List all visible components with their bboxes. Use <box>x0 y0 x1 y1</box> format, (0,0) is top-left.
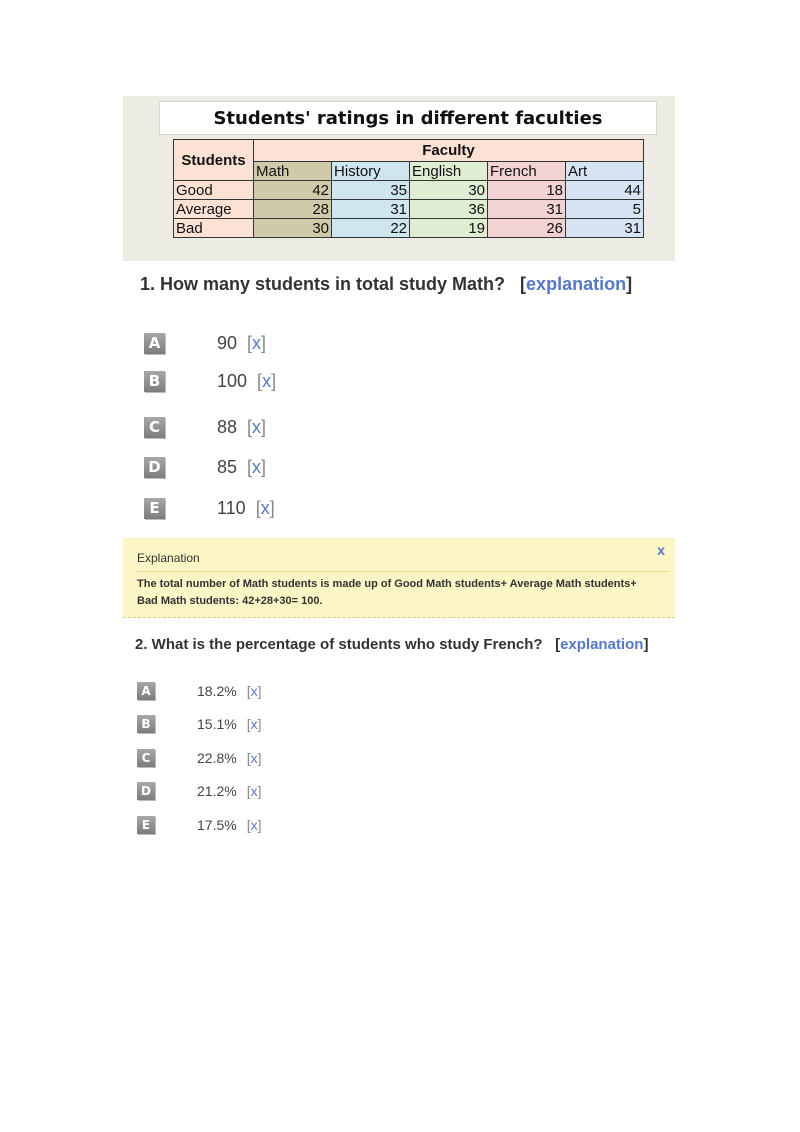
table-cell: 28 <box>254 200 332 219</box>
option-dismiss-x[interactable]: [x] <box>246 817 262 833</box>
explanation-text: The total number of Math students is made up of Good Math students+ Average Math students+ Bad Math students: 42+28+30= 100. <box>137 578 637 607</box>
q1-option-c[interactable] <box>144 417 266 438</box>
q1-option-b[interactable] <box>144 371 276 392</box>
option-value: 100 <box>217 371 248 391</box>
option-letter-badge: B <box>137 715 155 733</box>
column-header-english: English <box>410 162 488 181</box>
table-cell: 44 <box>566 181 644 200</box>
ratings-table <box>173 139 644 238</box>
option-dismiss-x[interactable]: [x] <box>247 333 267 353</box>
table-cell: 30 <box>254 219 332 238</box>
question-1-explanation-link[interactable]: explanation <box>526 274 627 294</box>
q1-option-e[interactable] <box>144 498 275 519</box>
option-value: 17.5% <box>197 817 237 833</box>
column-header-math: Math <box>254 162 332 181</box>
explanation-title: Explanation <box>137 551 200 565</box>
option-value: 15.1% <box>197 716 237 732</box>
column-header-art: Art <box>566 162 644 181</box>
table-row <box>174 200 644 219</box>
table-row <box>174 181 644 200</box>
faculty-header: Faculty <box>254 140 644 162</box>
option-value: 88 <box>217 417 238 437</box>
option-dismiss-x[interactable]: [x] <box>246 716 262 732</box>
column-header-french: French <box>488 162 566 181</box>
q2-option-a[interactable] <box>137 682 261 700</box>
q1-option-d[interactable] <box>144 457 266 478</box>
q2-option-e[interactable] <box>137 816 261 834</box>
option-dismiss-x[interactable]: [x] <box>246 783 262 799</box>
option-letter-badge: C <box>144 417 165 438</box>
explanation-divider <box>137 571 669 572</box>
option-letter-badge: D <box>144 457 165 478</box>
table-row <box>174 219 644 238</box>
option-dismiss-x[interactable]: [x] <box>255 498 275 518</box>
table-cell: 31 <box>566 219 644 238</box>
question-2: 2. What is the percentage of students who study French? [explanation] <box>135 636 649 653</box>
q2-option-c[interactable] <box>137 749 261 767</box>
table-cell: 19 <box>410 219 488 238</box>
row-label-good: Good <box>174 181 254 200</box>
q1-option-a[interactable] <box>144 333 266 354</box>
students-header: Students <box>174 140 254 181</box>
option-value: 85 <box>217 457 238 477</box>
row-label-average: Average <box>174 200 254 219</box>
table-cell: 31 <box>332 200 410 219</box>
option-dismiss-x[interactable]: [x] <box>246 683 262 699</box>
option-letter-badge: E <box>137 816 155 834</box>
option-dismiss-x[interactable]: [x] <box>257 371 277 391</box>
option-letter-badge: C <box>137 749 155 767</box>
option-value: 18.2% <box>197 683 237 699</box>
table-cell: 5 <box>566 200 644 219</box>
question-2-text: 2. What is the percentage of students who study French? <box>135 636 543 653</box>
q2-option-b[interactable] <box>137 715 261 733</box>
option-dismiss-x[interactable]: [x] <box>247 417 267 437</box>
table-cell: 30 <box>410 181 488 200</box>
question-2-explanation-link[interactable]: explanation <box>560 636 644 653</box>
table-cell: 36 <box>410 200 488 219</box>
option-letter-badge: A <box>137 682 155 700</box>
table-cell: 35 <box>332 181 410 200</box>
row-label-bad: Bad <box>174 219 254 238</box>
question-1: 1. How many students in total study Math? [explanation] <box>140 274 633 294</box>
explanation-box <box>123 538 675 618</box>
option-letter-badge: E <box>144 498 165 519</box>
option-dismiss-x[interactable]: [x] <box>246 750 262 766</box>
table-cell: 42 <box>254 181 332 200</box>
close-explanation-button[interactable]: x <box>657 542 665 558</box>
table-cell: 22 <box>332 219 410 238</box>
option-value: 22.8% <box>197 750 237 766</box>
option-letter-badge: B <box>144 371 165 392</box>
option-value: 90 <box>217 333 238 353</box>
table-cell: 26 <box>488 219 566 238</box>
option-value: 110 <box>217 498 246 518</box>
option-value: 21.2% <box>197 783 237 799</box>
table-cell: 31 <box>488 200 566 219</box>
option-letter-badge: D <box>137 782 155 800</box>
option-letter-badge: A <box>144 333 165 354</box>
table-title: Students' ratings in different faculties <box>159 101 657 135</box>
question-1-text: 1. How many students in total study Math? <box>140 274 506 294</box>
q2-option-d[interactable] <box>137 782 261 800</box>
option-dismiss-x[interactable]: [x] <box>247 457 267 477</box>
table-cell: 18 <box>488 181 566 200</box>
ratings-panel <box>123 96 675 261</box>
column-header-history: History <box>332 162 410 181</box>
